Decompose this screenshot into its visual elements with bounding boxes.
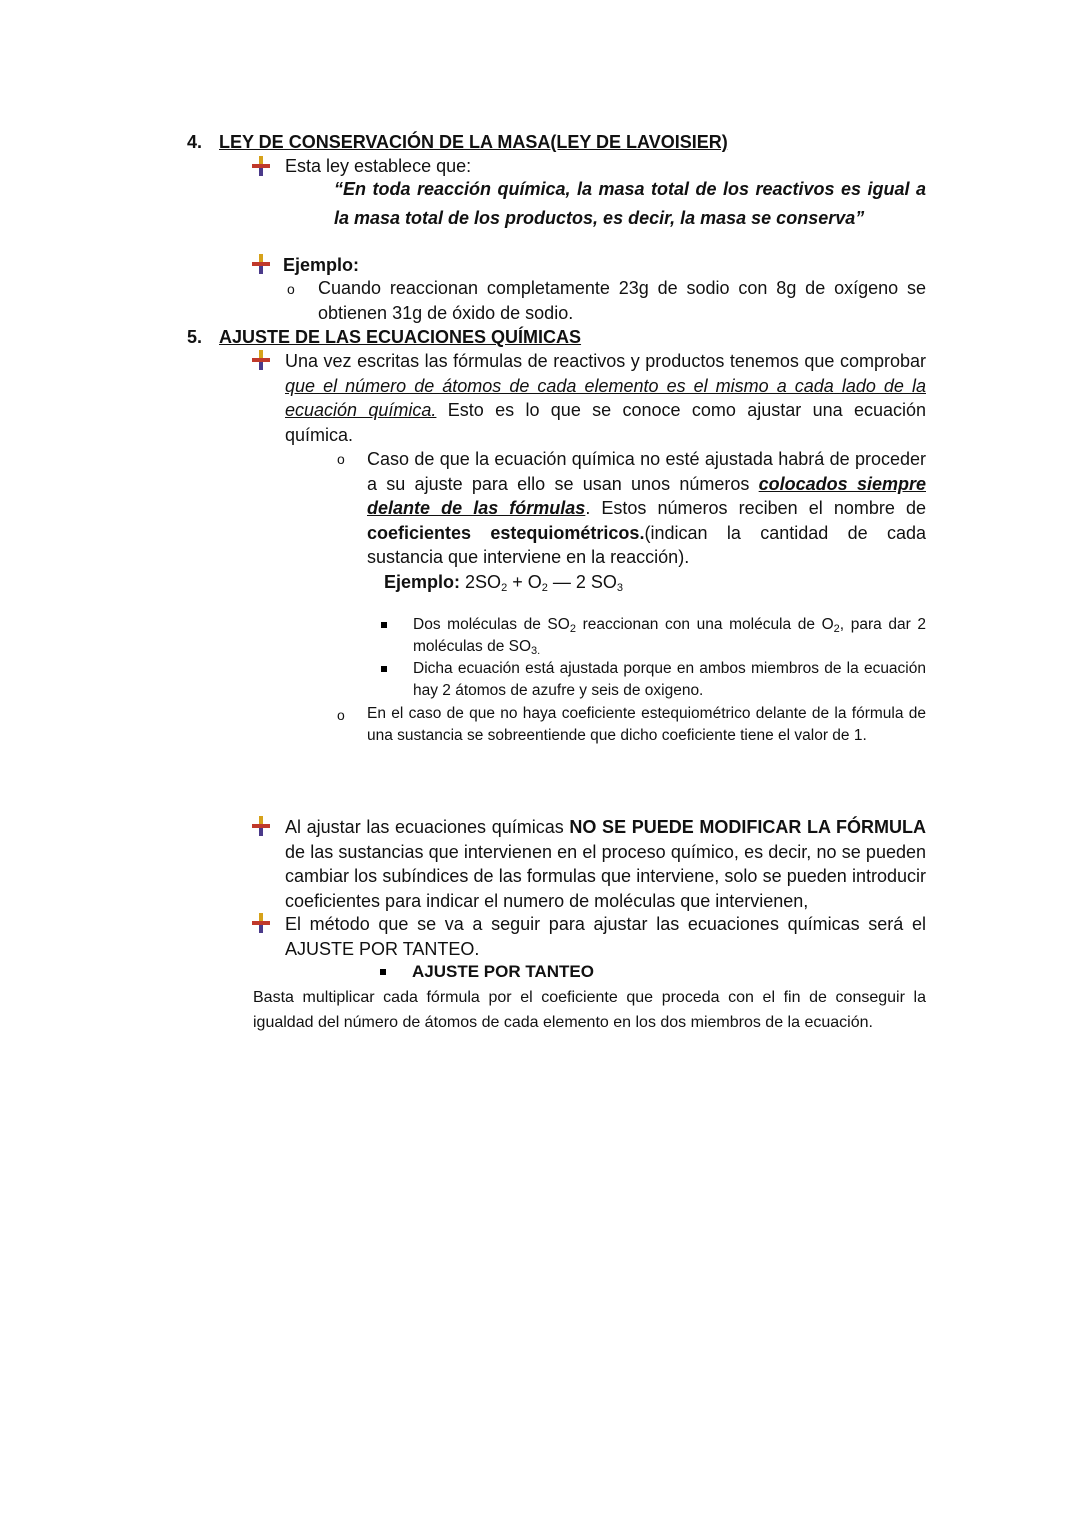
coefficient-explanation: Caso de que la ecuación química no esté ajustada habrá de proceder a su ajuste para ello se usan unos números colocados siempre delante de las fórmulas. Estos números reciben el nombre de coeficientes estequiométricos.(indican la cantidad de cada sustancia que interviene en la reacción). [367,449,927,567]
circle-bullet-icon: o [287,281,295,297]
equation-bullet-2: Dicha ecuación está ajustada porque en ambos miembros de la ecuación hay 2 átomos de azufre y seis de oxigeno. [413,660,926,699]
section-4-title: LEY DE CONSERVACIÓN DE LA MASA(LEY DE LAVOISIER) [219,132,728,152]
underlined-bold-emphasis: colocados siempre delante de las fórmulas [367,473,926,518]
square-bullet-icon [381,622,387,628]
tanteo-title: AJUSTE POR TANTEO [412,962,594,981]
coefficient-default-note: En el caso de que no haya coeficiente estequiométrico delante de la fórmula de una sustancia se sobreentiende que dicho coeficiente tiene el valor de 1. [367,705,926,744]
circle-bullet-icon: o [337,451,345,467]
arrow-bullet-icon [252,913,270,933]
section-4-example-label: Ejemplo: [283,255,360,275]
tanteo-text: Basta multiplicar cada fórmula por el coeficiente que proceda con el fin de conseguir la igualdad del número de átomos de cada elemento en los dos miembros de la ecuación. [253,989,926,1031]
section-4-example-text: Cuando reaccionan completamente 23g de sodio con 8g de oxígeno se obtienen 31g de óxido de sodio. [318,278,926,323]
lavoisier-quote: “En toda reacción química, la masa total de los reactivos es igual a la masa total de los productos, es decir, la masa se conserva” [334,179,926,228]
equation-example: Ejemplo: $2SO_2 + O_2$ — 2 $SO_3$ [384,572,623,594]
section-5-number: 5. [187,327,203,347]
arrow-bullet-icon [252,350,270,370]
section-5-title: AJUSTE DE LAS ECUACIONES QUÍMICAS [219,327,582,347]
section-5-paragraph-3: El método que se va a seguir para ajustar las ecuaciones químicas será el AJUSTE POR TANTEO. [285,914,926,959]
section-4-number: 4. [187,132,203,152]
underlined-emphasis: que el número de átomos de cada elemento es el mismo a cada lado de la ecuación química. [285,375,926,420]
arrow-bullet-icon [252,816,270,836]
section-5-paragraph-1: Una vez escritas las fórmulas de reactivos y productos tenemos que comprobar que el número de átomos de cada elemento es el mismo a cada lado de la ecuación química. Esto es lo que se conoce como ajustar una ecuación química. [285,351,926,445]
arrow-bullet-icon [252,156,270,176]
square-bullet-icon [380,969,386,975]
circle-bullet-icon: o [337,707,345,723]
section-5-paragraph-2: Al ajustar las ecuaciones químicas NO SE PUEDE MODIFICAR LA FÓRMULA de las sustancias que intervienen en el proceso químico, es decir, no se pueden cambiar los subíndices de las formulas que interviene, solo se pueden introducir coeficientes para indicar el numero de moléculas que intervienen, [285,817,926,911]
equation-bullet-1: Dos moléculas de $SO_2$ reaccionan con una molécula de $O_2$, para dar 2 moléculas de $SO_{3.}$ [413,616,926,657]
section-4-intro: Esta ley establece que: [285,156,472,176]
arrow-bullet-icon [252,254,270,274]
square-bullet-icon [381,666,387,672]
